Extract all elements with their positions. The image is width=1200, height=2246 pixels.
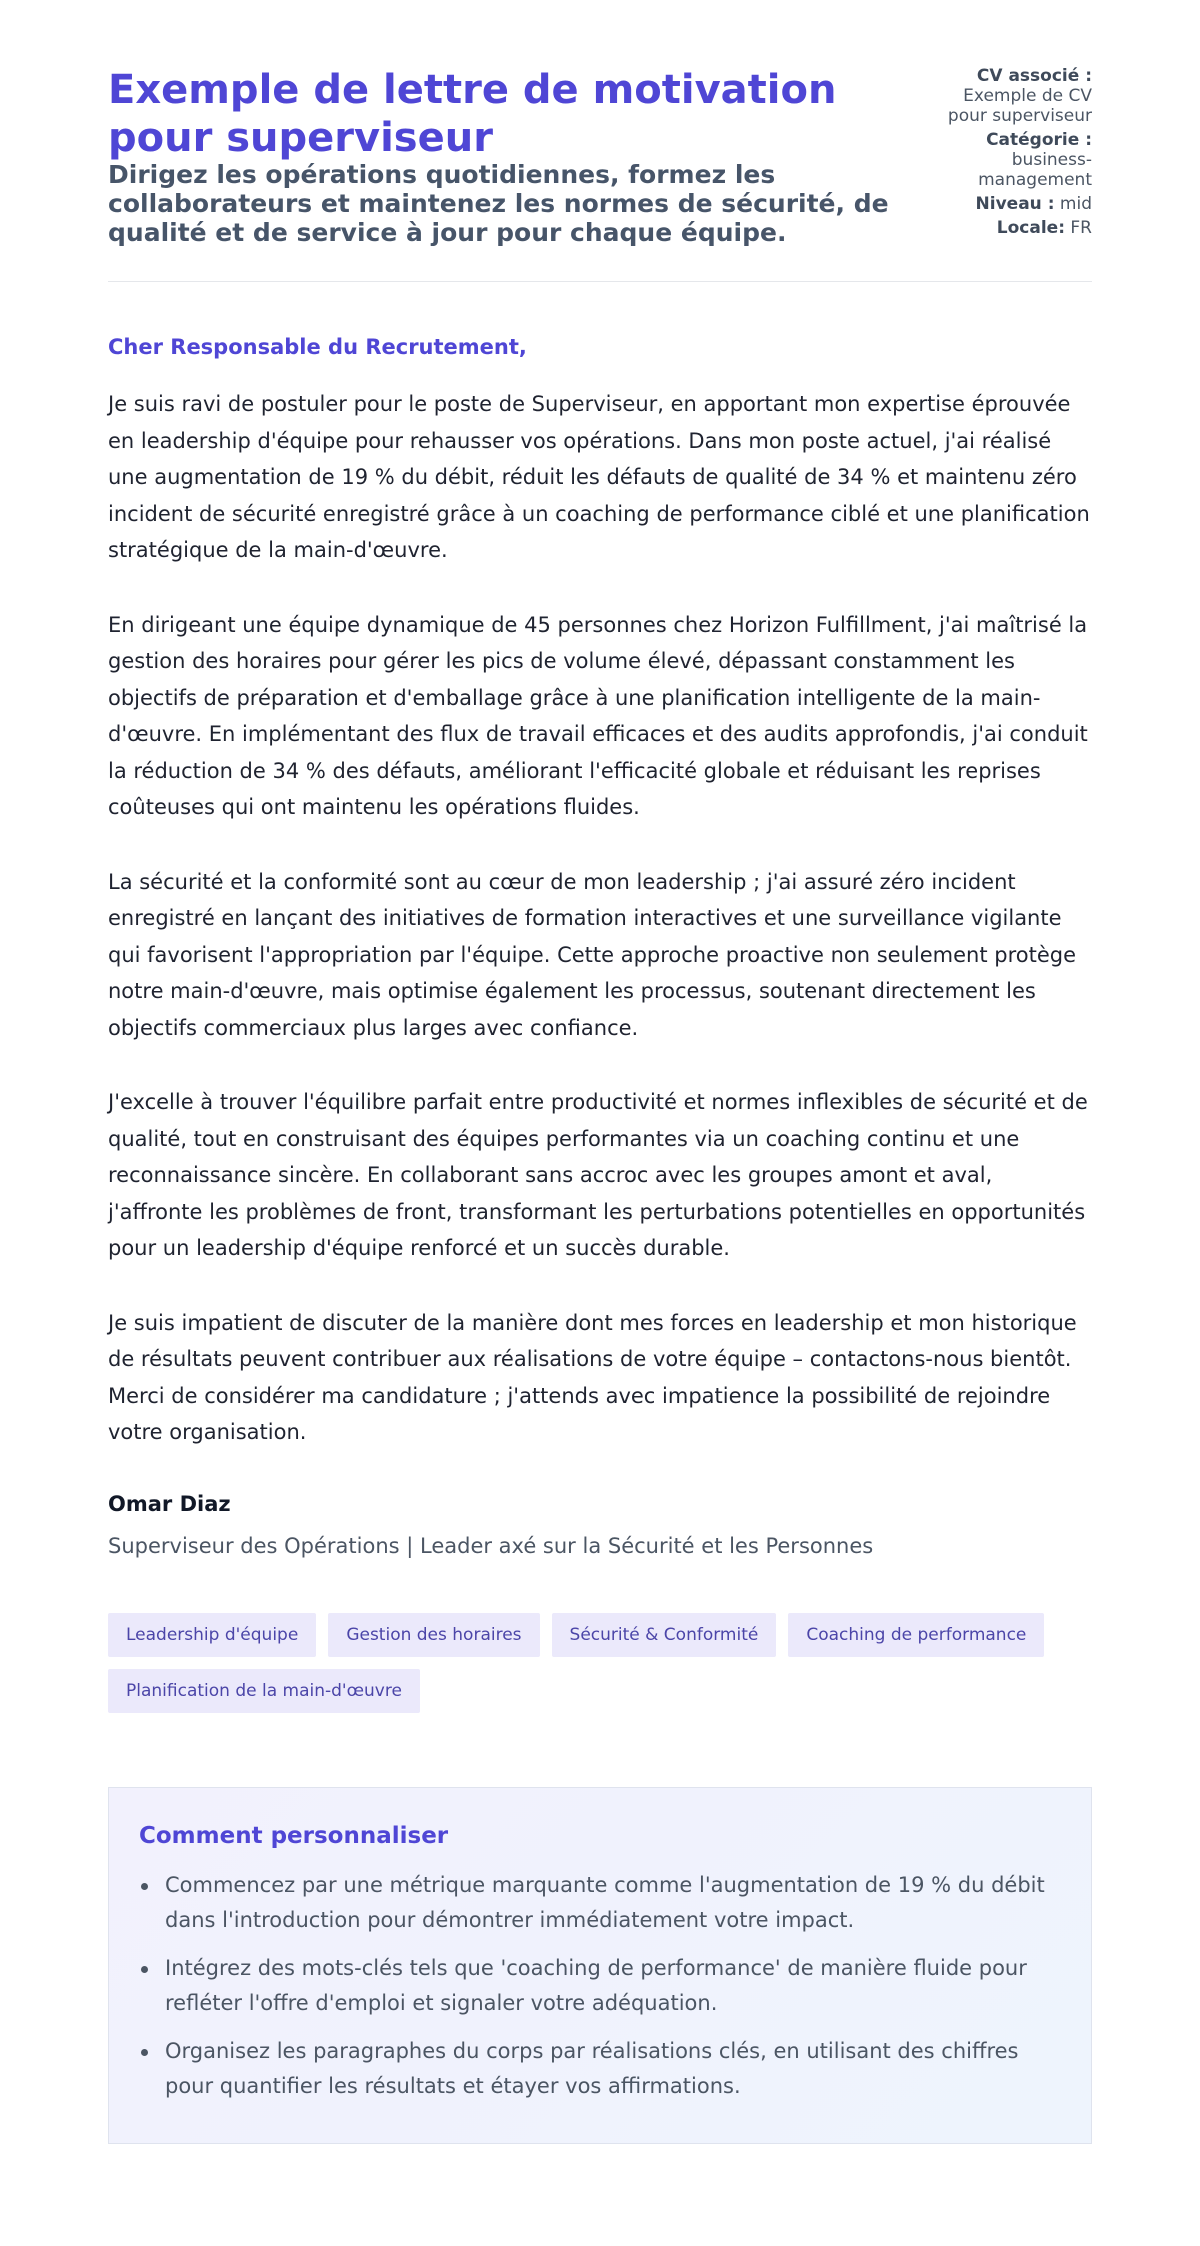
skill-tag: Sécurité & Conformité: [552, 1613, 777, 1657]
tip-text: Commencez par une métrique marquante comme l'augmentation de 19 % du débit dans l'introduction pour démontrer immédiatement votre impact.: [165, 1872, 1045, 1932]
page-title: Exemple de lettre de motivation pour superviseur: [108, 67, 837, 161]
meta-panel: [923, 66, 1092, 242]
letter-paragraph: J'excelle à trouver l'équilibre parfait entre productivité et normes inflexibles de sécurité et de qualité, tout en construisant des équipes performantes via un coaching continu et une reconnaissance sincère. En collaborant sans accroc avec les groupes amont et aval, j'affronte les problèmes de front, transformant les perturbations potentielles en opportunités pour un leadership d'équipe renforcé et un succès durable.: [108, 1090, 1088, 1260]
page-subtitle: Dirigez les opérations quotidiennes, formez les collaborateurs et maintenez les normes de sécurité, de qualité et de service à jour pour chaque équipe.: [108, 160, 889, 247]
bullet-icon: [141, 2049, 148, 2056]
letter-body: [108, 386, 1092, 1451]
letter-greeting: Cher Responsable du Recrutement,: [108, 335, 527, 359]
page-header: [108, 66, 1092, 282]
meta-locale-value: FR: [1070, 218, 1092, 238]
meta-cv-value: Exemple de CV pour superviseur: [947, 86, 1092, 126]
customization-tips-box: [108, 1787, 1092, 2144]
tip-text: Intégrez des mots-clés tels que 'coaching de performance' de manière fluide pour refléter l'offre d'emploi et signaler votre adéquation.: [165, 1955, 1027, 2015]
skill-tag: Gestion des horaires: [328, 1613, 539, 1657]
tips-list: [139, 1868, 1061, 2105]
meta-category: [923, 130, 1092, 190]
skill-tag: Leadership d'équipe: [108, 1613, 316, 1657]
letter-paragraph: Je suis impatient de discuter de la manière dont mes forces en leadership et mon historique de résultats peuvent contribuer aux réalisations de votre équipe – contactons-nous bientôt. Merci de considérer ma candidature ; j'attends avec impatience la possibilité de rejoindre votre organisation.: [108, 1310, 1077, 1444]
signature-title: Superviseur des Opérations | Leader axé sur la Sécurité et les Personnes: [108, 1533, 874, 1558]
meta-level-value: mid: [1059, 194, 1092, 214]
header-titles: [108, 66, 923, 247]
tip-item: [139, 1951, 1061, 2022]
tip-item: [139, 1868, 1061, 1939]
meta-level-label: Niveau :: [975, 194, 1055, 214]
meta-category-value: business-management: [978, 150, 1092, 190]
meta-category-label: Catégorie :: [986, 130, 1092, 150]
letter-paragraph: La sécurité et la conformité sont au cœur de mon leadership ; j'ai assuré zéro incident enregistré en lançant des initiatives de formation interactives et une surveillance vigilante qui favorisent l'appropriation par l'équipe. Cette approche proactive non seulement protège notre main-d'œuvre, mais optimise également les processus, soutenant directement les objectifs commerciaux plus larges avec confiance.: [108, 869, 1076, 1040]
meta-level: [923, 194, 1092, 214]
tip-text: Organisez les paragraphes du corps par réalisations clés, en utilisant des chiffres pour quantifier les résultats et étayer vos affirmations.: [165, 2038, 1019, 2098]
skill-tag: Planification de la main-d'œuvre: [108, 1669, 420, 1713]
signature-name: Omar Diaz: [108, 1491, 231, 1516]
meta-cv: [923, 66, 1092, 126]
tip-item: [139, 2034, 1061, 2105]
bullet-icon: [141, 1966, 148, 1973]
skill-tag: Coaching de performance: [788, 1613, 1044, 1657]
letter-paragraph: Je suis ravi de postuler pour le poste de Superviseur, en apportant mon expertise éprouvée en leadership d'équipe pour rehausser vos opérations. Dans mon poste actuel, j'ai réalisé une augmentation de 19 % du débit, réduit les défauts de qualité de 34 % et maintenu zéro incident de sécurité enregistré grâce à un coaching de performance ciblé et une planification stratégique de la main-d'œuvre.: [108, 392, 1090, 562]
signature-block: [108, 1491, 1092, 1559]
tips-title: Comment personnaliser: [139, 1822, 449, 1849]
meta-locale: [923, 218, 1092, 238]
letter-paragraph: En dirigeant une équipe dynamique de 45 personnes chez Horizon Fulfillment, j'ai maîtrisé la gestion des horaires pour gérer les pics de volume élevé, dépassant constamment les objectifs de préparation et d'emballage grâce à une planification intelligente de la main-d'œuvre. En implémentant des flux de travail efficaces et des audits approfondis, j'ai conduit la réduction de 34 % des défauts, améliorant l'efficacité globale et réduisant les reprises coûteuses qui ont maintenu les opérations fluides.: [108, 612, 1088, 819]
skill-tags: [108, 1613, 1092, 1713]
bullet-icon: [141, 1883, 148, 1890]
meta-cv-label: CV associé :: [976, 66, 1092, 86]
meta-locale-label: Locale:: [996, 218, 1065, 238]
